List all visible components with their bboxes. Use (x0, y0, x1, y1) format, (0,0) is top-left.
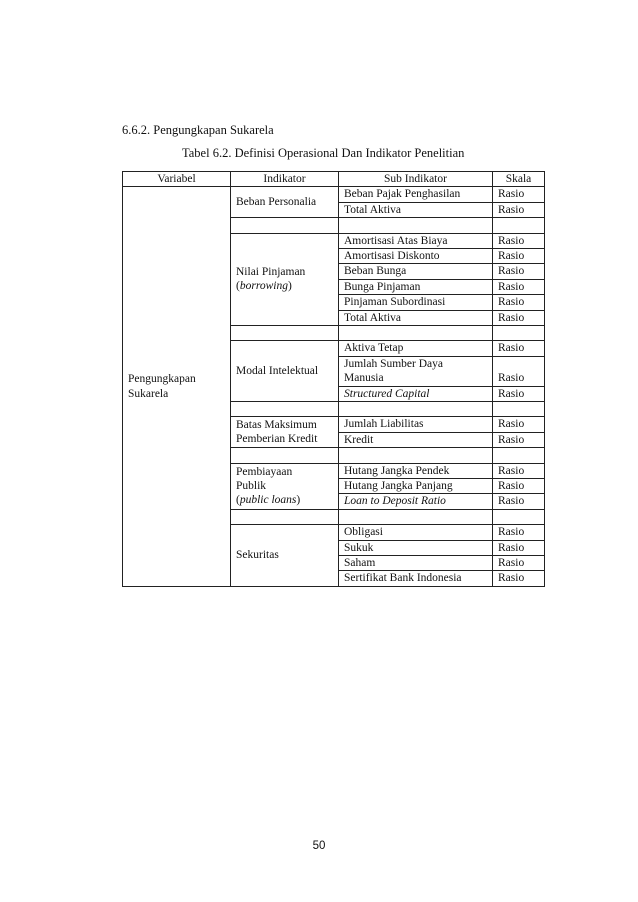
indicator-term-public-loans: public loans (239, 494, 297, 507)
header-indikator: Indikator (231, 172, 339, 187)
sub-indicator-cell: Loan to Deposit Ratio (339, 494, 493, 509)
table-header-row (123, 172, 545, 187)
sub-indicator-cell: Total Aktiva (339, 202, 493, 217)
sub-indicator-cell: Hutang Jangka Panjang (339, 479, 493, 494)
indicator-line: Pemberian Kredit (236, 433, 318, 446)
sub-indicator-cell: Sertifikat Bank Indonesia (339, 571, 493, 586)
scale-cell: Rasio (493, 310, 545, 325)
indicator-line: Nilai Pinjaman (236, 265, 306, 278)
scale-cell: Rasio (493, 494, 545, 509)
sub-indicator-cell: Obligasi (339, 525, 493, 540)
header-skala: Skala (493, 172, 545, 187)
indicator-cell (231, 463, 339, 509)
indicator-line: Pembiayaan (236, 465, 293, 478)
scale-cell: Rasio (493, 187, 545, 202)
scale-cell: Rasio (493, 463, 545, 478)
scale-cell: Rasio (493, 479, 545, 494)
sub-indicator-cell: Saham (339, 556, 493, 571)
sub-indicator-cell: Total Aktiva (339, 310, 493, 325)
indicator-line: Sekuritas (236, 549, 279, 562)
sub-indicator-cell: Aktiva Tetap (339, 341, 493, 356)
page-number: 50 (312, 840, 326, 852)
sub-indicator-cell: Sukuk (339, 540, 493, 555)
scale-cell: Rasio (493, 295, 545, 310)
table-caption: Tabel 6.2. Definisi Operasional Dan Indikator Penelitian (182, 146, 465, 160)
scale-cell: Rasio (493, 202, 545, 217)
scale-cell: Rasio (493, 233, 545, 248)
scale-cell: Rasio (493, 341, 545, 356)
header-variabel: Variabel (123, 172, 231, 187)
sub-indicator-cell: Kredit (339, 432, 493, 447)
sub-indicator-cell: Pinjaman Subordinasi (339, 295, 493, 310)
indicator-line-italic: (borrowing) (236, 280, 292, 293)
indicator-cell (231, 525, 339, 587)
indicator-line-italic: (public loans) (236, 494, 301, 507)
sub-indicator-cell: Structured Capital (339, 386, 493, 401)
sub-indicator-cell: Amortisasi Diskonto (339, 249, 493, 264)
scale-cell: Rasio (493, 417, 545, 432)
scale-cell: Rasio (493, 540, 545, 555)
indicator-term-borrowing: borrowing (239, 280, 288, 293)
variable-line: Pengungkapan (128, 373, 196, 386)
variable-line: Sukarela (128, 387, 169, 400)
header-sub-indikator: Sub Indikator (339, 172, 493, 187)
sub-indicator-line: Jumlah Sumber Daya (344, 357, 444, 370)
scale-cell: Rasio (493, 249, 545, 264)
variable-cell (123, 187, 231, 586)
scale-cell: Rasio (493, 556, 545, 571)
indicator-cell (231, 233, 339, 325)
sub-indicator-line: Manusia (344, 372, 384, 385)
scale-cell: Rasio (493, 356, 545, 386)
indicator-table (122, 171, 545, 587)
sub-indicator-cell: Beban Pajak Penghasilan (339, 187, 493, 202)
indicator-line: Batas Maksimum (236, 418, 317, 431)
scale-cell: Rasio (493, 525, 545, 540)
sub-indicator-cell: Beban Bunga (339, 264, 493, 279)
table-row (123, 187, 545, 202)
indicator-line: Modal Intelektual (236, 365, 319, 378)
scale-cell: Rasio (493, 386, 545, 401)
sub-indicator-cell: Bunga Pinjaman (339, 279, 493, 294)
scale-cell: Rasio (493, 432, 545, 447)
section-heading: 6.6.2. Pengungkapan Sukarela (122, 123, 274, 137)
sub-indicator-cell: Jumlah Liabilitas (339, 417, 493, 432)
indicator-cell (231, 417, 339, 448)
indicator-cell (231, 341, 339, 402)
indicator-cell (231, 187, 339, 218)
indicator-line: Beban Personalia (236, 196, 317, 209)
scale-cell: Rasio (493, 571, 545, 586)
scale-cell: Rasio (493, 264, 545, 279)
scale-cell: Rasio (493, 279, 545, 294)
sub-indicator-cell (339, 356, 493, 386)
sub-indicator-cell: Hutang Jangka Pendek (339, 463, 493, 478)
indicator-line: Publik (236, 480, 267, 493)
sub-indicator-cell: Amortisasi Atas Biaya (339, 233, 493, 248)
